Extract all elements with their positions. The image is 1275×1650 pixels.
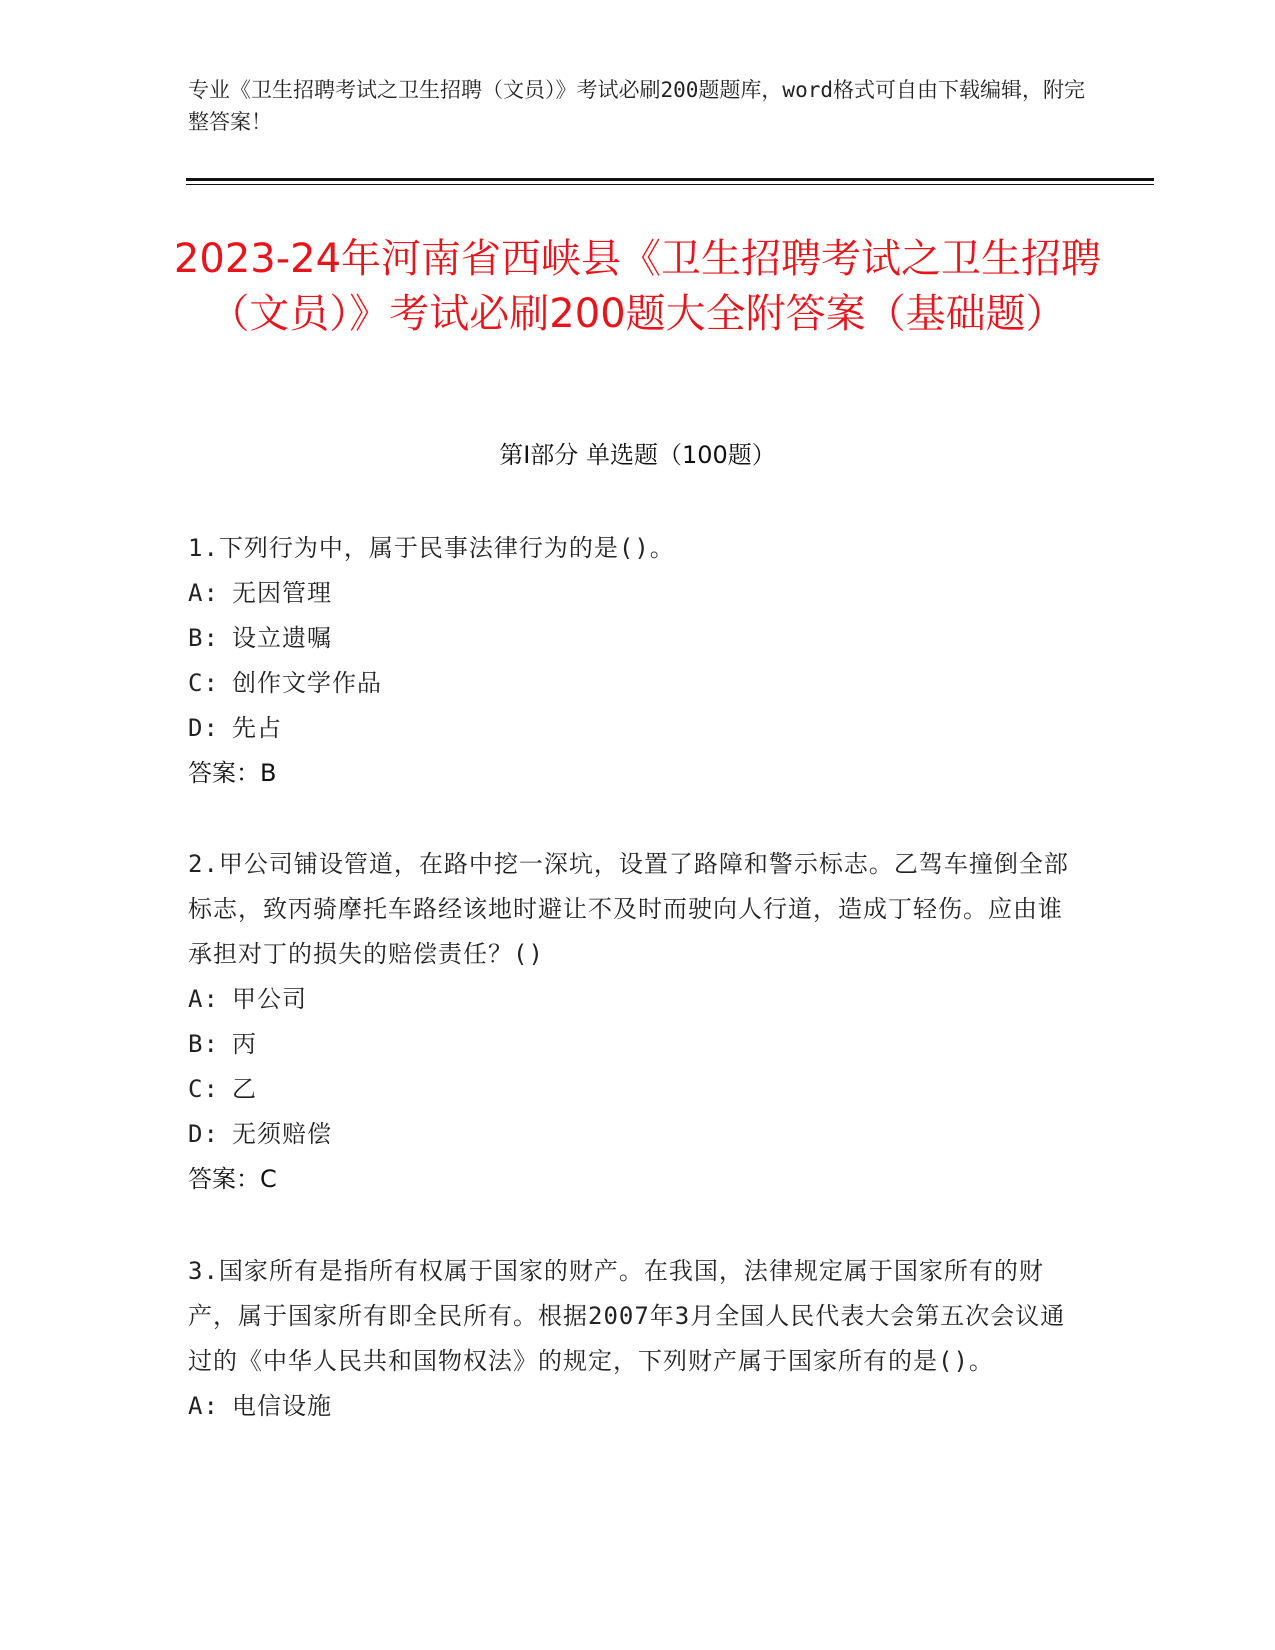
answer-line: 答案：C [188, 1165, 277, 1193]
option-b [188, 616, 1083, 661]
option-text: 丙 [232, 1030, 257, 1058]
option-d [188, 1112, 1083, 1157]
document-title: 2023-24年河南省西峡县《卫生招聘考试之卫生招聘（文员）》考试必刷200题大全附答案（基础题） [173, 236, 1102, 337]
option-text: 电信设施 [232, 1392, 332, 1420]
intro-text: 专业《卫生招聘考试之卫生招聘（文员）》考试必刷200题题库，word格式可自由下载编辑，附完整答案！ [188, 78, 1085, 134]
question-2 [188, 842, 1083, 1202]
option-a [188, 977, 1083, 1022]
option-d [188, 706, 1083, 751]
question-stem: 1.下列行为中，属于民事法律行为的是()。 [188, 534, 675, 562]
question-3 [188, 1249, 1083, 1429]
option-key: A: [188, 579, 219, 607]
option-key: A: [188, 1392, 219, 1420]
option-key: C: [188, 1075, 219, 1103]
option-a [188, 571, 1083, 616]
option-text: 无须赔偿 [232, 1120, 332, 1148]
option-c [188, 1067, 1083, 1112]
question-1 [188, 526, 1083, 796]
option-text: 无因管理 [232, 579, 332, 607]
header-rule-thick [186, 178, 1154, 181]
header-rule-thin [186, 184, 1154, 185]
option-key: B: [188, 1030, 219, 1058]
option-text: 创作文学作品 [232, 669, 382, 697]
question-stem: 3.国家所有是指所有权属于国家的财产。在我国，法律规定属于国家所有的财产，属于国家所有即全民所有。根据2007年3月全国人民代表大会第五次会议通过的《中华人民共和国物权法》的规定，下列财产属于国家所有的是()。 [188, 1257, 1066, 1375]
question-stem: 2.甲公司铺设管道，在路中挖一深坑，设置了路障和警示标志。乙驾车撞倒全部标志，致丙骑摩托车路经该地时避让不及时而驶向人行道，造成丁轻伤。应由谁承担对丁的损失的赔偿责任？() [188, 850, 1069, 968]
option-key: D: [188, 1120, 219, 1148]
option-c [188, 661, 1083, 706]
option-text: 先占 [232, 714, 282, 742]
option-text: 设立遗嘱 [232, 624, 332, 652]
option-key: B: [188, 624, 219, 652]
option-key: D: [188, 714, 219, 742]
option-b [188, 1022, 1083, 1067]
option-text: 乙 [232, 1075, 257, 1103]
answer-line: 答案：B [188, 759, 277, 787]
section-heading: 第Ⅰ部分 单选题（100题） [499, 441, 776, 469]
option-key: C: [188, 669, 219, 697]
option-key: A: [188, 985, 219, 1013]
option-text: 甲公司 [232, 985, 307, 1013]
option-a [188, 1384, 1083, 1429]
